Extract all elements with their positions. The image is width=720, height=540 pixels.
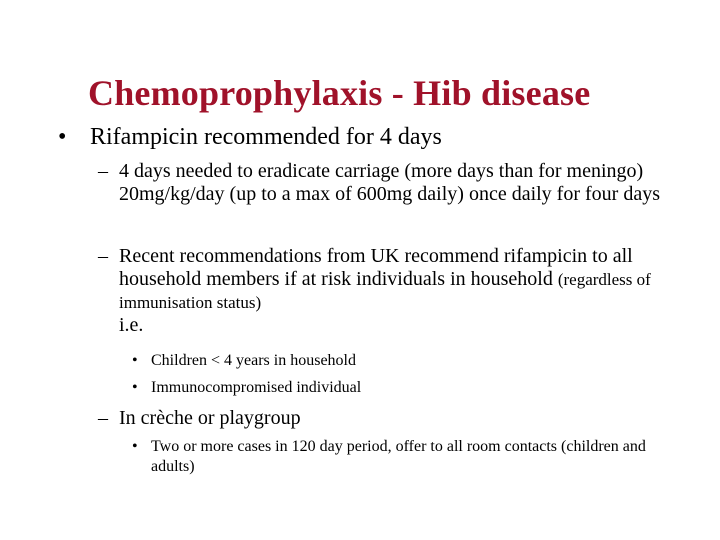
list-item-text: Children < 4 years in household [151, 352, 356, 369]
bullet-marker: • [132, 438, 138, 455]
sub-bullet-uk-recommendations [98, 245, 658, 337]
dash-marker: – [98, 407, 108, 429]
sub-bullet-text: 4 days needed to eradicate carriage (more days than for meningo) 20mg/kg/day (up to a max of 600mg daily) once daily for four days [119, 160, 660, 205]
list-item [132, 437, 672, 477]
bullet-marker: • [58, 124, 67, 150]
dash-marker: – [98, 245, 108, 267]
sub-bullet-carriage [98, 160, 678, 206]
list-item-text: Immunocompromised individual [151, 379, 362, 396]
list-item [132, 378, 692, 398]
bullet-text: Rifampicin recommended for 4 days [90, 124, 442, 150]
list-item-text: Two or more cases in 120 day period, offer to all room contacts (children and adults) [151, 438, 646, 475]
sub-bullet-text: In crèche or playgroup [119, 407, 301, 429]
bullet-marker: • [132, 352, 138, 369]
dash-marker: – [98, 160, 108, 182]
bullet-marker: • [132, 379, 138, 396]
sub-bullet-creche [98, 407, 678, 430]
list-item [132, 351, 692, 371]
sub-bullet-text: Recent recommendations from UK recommend rifampicin to all household members if at risk individuals in household [119, 245, 633, 290]
sub-bullet-text-end: i.e. [119, 314, 144, 336]
sub-bullet-small-text: (regardless of immunisation status) [119, 270, 651, 312]
sub-bullet-text-wrap [119, 245, 658, 337]
slide-title: Chemoprophylaxis - Hib disease [88, 73, 591, 113]
